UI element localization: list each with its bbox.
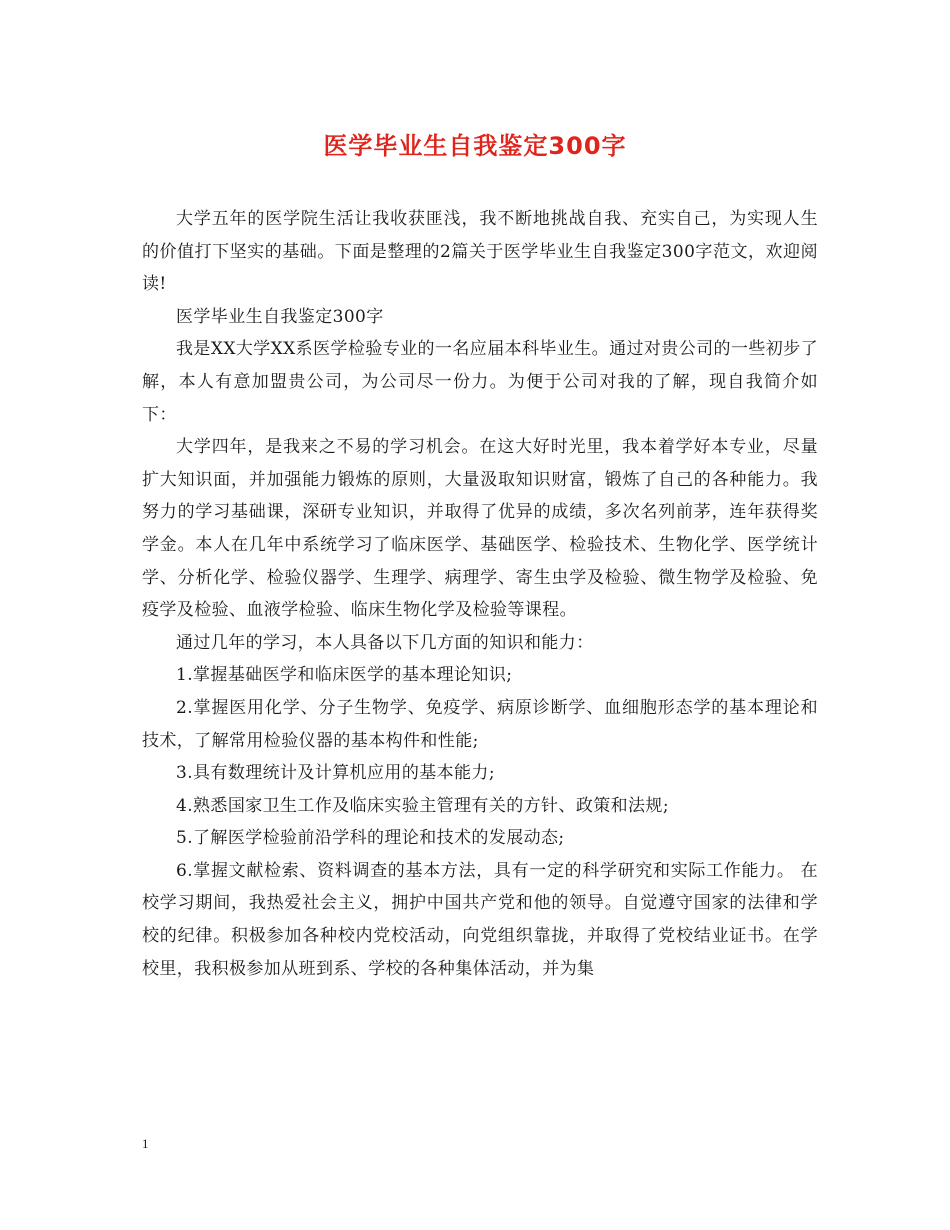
paragraph-abilities-lead: 通过几年的学习，本人具备以下几方面的知识和能力： — [176, 632, 594, 653]
page-number: 1 — [142, 1136, 149, 1151]
paragraph-study: 大学四年，是我来之不易的学习机会。在这大好时光里，我本着学好本专业，尽量扩大知识面，并加强能力锻炼的原则，大量汲取知识财富，锻炼了自己的各种能力。我努力的学习基础课，深研专业知识，并取得了优异的成绩，多次名列前茅，连年获得奖学金。本人在几年中系统学习了临床医学、基础医学、检验技术、生物化学、医学统计学、分析化学、检验仪器学、生理学、病理学、寄生虫学及检验、微生物学及检验、免疫学及检验、血液学检验、临床生物化学及检验等课程。 — [142, 437, 818, 621]
list-item-2: 2.掌握医用化学、分子生物学、免疫学、病原诊断学、血细胞形态学的基本理论和技术，了解常用检验仪器的基本构件和性能; — [142, 697, 818, 751]
list-item-5: 5.了解医学检验前沿学科的理论和技术的发展动态; — [176, 828, 565, 849]
paragraph-self-intro: 我是XX大学XX系医学检验专业的一名应届本科毕业生。通过对贵公司的一些初步了解，本人有意加盟贵公司，为公司尽一份力。为便于公司对我的了解，现自我简介如下： — [142, 339, 818, 425]
document-body — [142, 203, 818, 985]
document-title: 医学毕业生自我鉴定300字 — [323, 132, 627, 160]
list-item-4: 4.熟悉国家卫生工作及临床实验主管理有关的方针、政策和法规; — [176, 795, 669, 816]
paragraph-intro: 大学五年的医学院生活让我收获匪浅，我不断地挑战自我、充实自己，为实现人生的价值打下坚实的基础。下面是整理的2篇关于医学毕业生自我鉴定300字范文，欢迎阅读! — [142, 209, 818, 295]
list-item-1: 1.掌握基础医学和临床医学的基本理论知识; — [176, 665, 513, 686]
list-item-3: 3.具有数理统计及计算机应用的基本能力; — [176, 763, 495, 784]
list-item-6: 6.掌握文献检索、资料调查的基本方法，具有一定的科学研究和实际工作能力。 在校学习期间，我热爱社会主义，拥护中国共产党和他的领导。自觉遵守国家的法律和学校的纪律。积极参加各种校内党校活动，向党组织靠拢，并取得了党校结业证书。在学校里，我积极参加从班到系、学校的各种集体活动，并为集 — [142, 860, 818, 979]
paragraph-subtitle: 医学毕业生自我鉴定300字 — [176, 306, 384, 327]
